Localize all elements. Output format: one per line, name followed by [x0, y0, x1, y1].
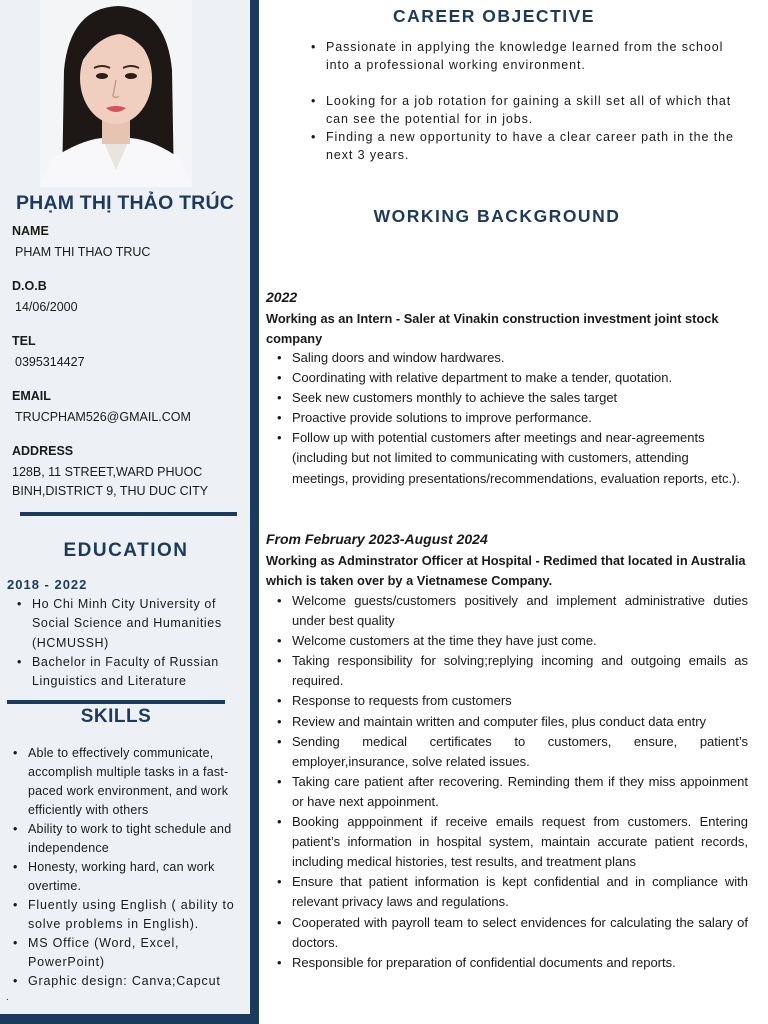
footer-mark: . — [6, 992, 9, 1003]
list-item: • Proactive provide solutions to improve performance. — [274, 408, 748, 428]
job-title: Working as an Intern - Saler at Vinakin construction investment joint stock company — [266, 311, 719, 346]
career-objective-list — [308, 38, 738, 164]
profile-photo — [40, 0, 192, 187]
field-label: ADDRESS — [12, 444, 74, 458]
field-value: TRUCPHAM526@GMAIL.COM — [15, 410, 191, 424]
list-item: • Sending medical certificates to customers, ensure, patient’s employer,insurance, solve related issues. — [274, 732, 748, 772]
list-item: • Coordinating with relative department to make a tender, quotation. — [274, 368, 748, 388]
list-item: • Passionate in applying the knowledge learned from the school into a professional working environment. — [308, 38, 738, 74]
field-label: NAME — [12, 224, 49, 238]
list-item: • Cooperated with payroll team to select envidences for calculating the salary of doctors. — [274, 913, 748, 953]
list-item: • Welcome guests/customers positively and implement administrative duties under best quality — [274, 591, 748, 631]
list-item: • Ability to work to tight schedule and independence — [10, 820, 250, 858]
skills-list — [10, 744, 250, 991]
education-years: 2018 - 2022 — [7, 577, 88, 592]
list-item: • Saling doors and window hardwares. — [274, 348, 748, 368]
field-value: 0395314427 — [15, 355, 85, 369]
field-dob — [12, 279, 248, 317]
field-tel — [12, 334, 248, 372]
list-item: • MS Office (Word, Excel, PowerPoint) — [10, 934, 250, 972]
list-item: • Able to effectively communicate, accomplish multiple tasks in a fast-paced work environment, and work efficiently with others — [10, 744, 250, 820]
list-item: • Response to requests from customers — [274, 691, 748, 711]
field-address — [12, 444, 248, 501]
job-duties-list — [274, 591, 748, 973]
list-item: • Booking apppoinment if receive emails request from customers. Entering patient’s information in hospital system, maintain accurate patient records, including medical histories, test results, and treatment plans — [274, 812, 748, 872]
list-item: • Fluently using English ( ability to solve problems in English). — [10, 896, 250, 934]
working-background-heading: WORKING BACKGROUND — [373, 206, 621, 226]
field-label: D.O.B — [12, 279, 47, 293]
job-title: Working as Adminstrator Officer at Hospital - Redimed that located in Australia which is taken over by a Vietnamese Company. — [266, 553, 746, 588]
field-email — [12, 389, 248, 427]
list-item: • Ensure that patient information is kept confidential and in compliance with relevant privacy laws and regulations. — [274, 872, 748, 912]
list-item: • Looking for a job rotation for gaining a skill set all of which that can see the potential for in jobs. — [308, 92, 738, 128]
education-list — [14, 595, 246, 691]
job-duties-list — [274, 348, 748, 489]
list-item: • Finding a new opportunity to have a clear career path in the the next 3 years. — [308, 128, 738, 164]
list-item: • Follow up with potential customers after meetings and near-agreements (including but not limited to communicating with customers, attending meetings, providing presentations/recommendations, evaluation reports, etc.). — [274, 428, 748, 488]
education-heading: EDUCATION — [63, 540, 189, 561]
list-item: • Ho Chi Minh City University of Social Science and Humanities (HCMUSSH) — [14, 595, 246, 653]
list-item: • Bachelor in Faculty of Russian Linguistics and Literature — [14, 653, 246, 692]
skills-heading: SKILLS — [80, 706, 152, 727]
list-item: • Taking care patient after recovering. Reminding them if they miss appoinment or have next appoinment. — [274, 772, 748, 812]
list-item: • Seek new customers monthly to achieve the sales target — [274, 388, 748, 408]
field-value: 14/06/2000 — [15, 300, 78, 314]
job-date: 2022 — [266, 289, 298, 305]
list-item: • Honesty, working hard, can work overtime. — [10, 858, 250, 896]
list-item: • Review and maintain written and computer files, plus conduct data entry — [274, 712, 748, 732]
list-item: • Taking responsibility for solving;replying incoming and outgoing emails as required. — [274, 651, 748, 691]
career-objective-heading: CAREER OBJECTIVE — [393, 6, 595, 26]
field-name — [12, 224, 248, 262]
job-date: From February 2023-August 2024 — [266, 531, 488, 547]
field-value: 128B, 11 STREET,WARD PHUOC BINH,DISTRICT 9, THU DUC CITY — [12, 465, 209, 498]
list-item: • Graphic design: Canva;Capcut — [10, 972, 250, 991]
list-item: • Responsible for preparation of confidential documents and reports. — [274, 953, 748, 973]
field-label: TEL — [12, 334, 36, 348]
bottom-divider — [0, 1014, 259, 1024]
field-value: PHAM THI THAO TRUC — [15, 245, 151, 259]
vertical-divider — [250, 0, 259, 1024]
person-name-heading: PHẠM THỊ THẢO TRÚC — [15, 192, 235, 214]
field-label: EMAIL — [12, 389, 51, 403]
section-divider — [20, 512, 237, 516]
portrait-image — [40, 0, 192, 187]
list-item: • Welcome customers at the time they have just come. — [274, 631, 748, 651]
section-divider — [7, 700, 225, 704]
